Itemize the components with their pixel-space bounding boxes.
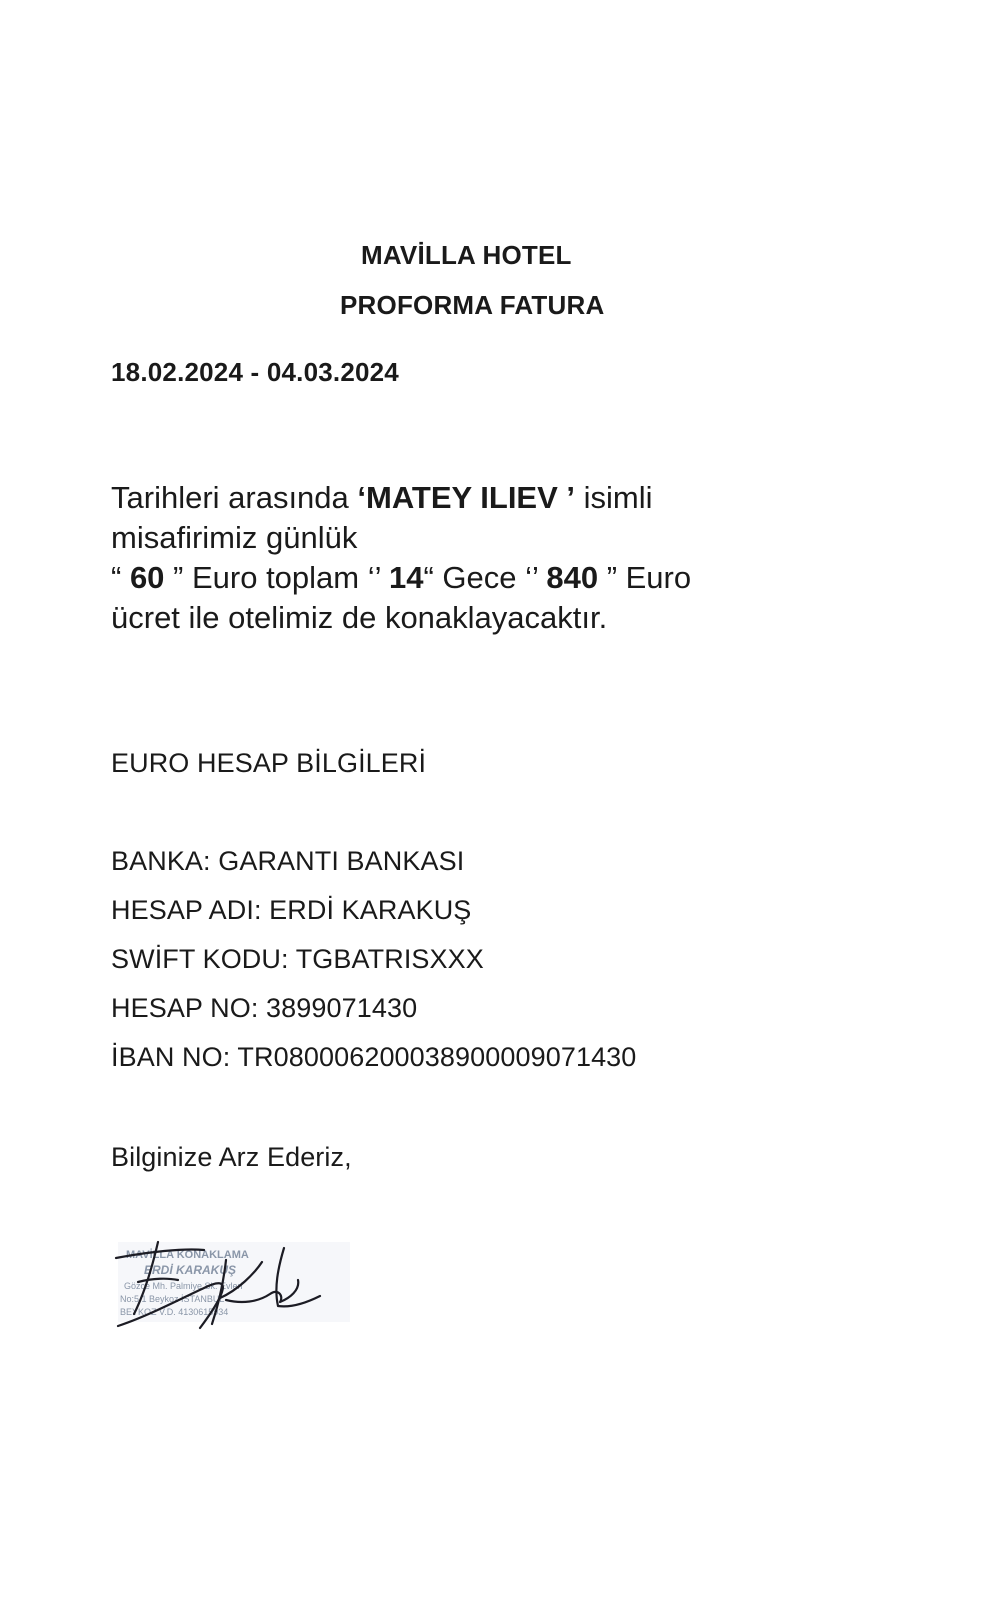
line1-suffix: isimli	[575, 480, 653, 515]
body-line-4: ücret ile otelimiz de konaklayacaktır.	[111, 600, 608, 635]
stamp-line-5: BEYKOZ V.D. 4130615934	[120, 1307, 229, 1317]
total-amount: 840	[546, 560, 599, 595]
line1-prefix: Tarihleri arasında	[111, 480, 358, 515]
euro-toplam-text: ” Euro toplam ‘’	[164, 560, 389, 595]
euro-text: ” Euro	[598, 560, 692, 595]
hotel-name: MAVİLLA HOTEL	[361, 240, 572, 270]
stamp-line-3: Gözce Mh. Palmiye Sk. Evleri	[124, 1281, 243, 1291]
gece-text: “ Gece ‘’	[423, 560, 547, 595]
bank-name: BANKA: GARANTI BANKASI	[111, 846, 465, 876]
nights-count: 14	[388, 560, 424, 595]
body-line-3	[111, 558, 691, 598]
account-number: HESAP NO: 3899071430	[111, 993, 418, 1023]
daily-rate: 60	[129, 560, 165, 595]
guest-name: ‘MATEY ILIEV ’	[357, 480, 576, 515]
bank-section-title: EURO HESAP BİLGİLERİ	[111, 748, 427, 778]
account-name: HESAP ADI: ERDİ KARAKUŞ	[111, 895, 472, 925]
swift-code: SWİFT KODU: TGBATRISXXX	[111, 944, 484, 974]
body-line-2: misafirimiz günlük	[111, 520, 358, 555]
stamp-line-1: MAVİLLA KONAKLAMA	[126, 1249, 249, 1261]
document-title: PROFORMA FATURA	[340, 290, 605, 320]
signature-stamp	[108, 1238, 358, 1338]
stamp-line-2: ERDİ KARAKUŞ	[144, 1263, 237, 1277]
body-line-1	[111, 478, 653, 518]
stamp-line-4: No:5/1 Beykoz İSTANBUL	[120, 1294, 225, 1304]
closing-text: Bilginize Arz Ederiz,	[111, 1142, 352, 1172]
quote-open: “	[111, 560, 130, 595]
iban-number: İBAN NO: TR080006200038900009071430	[111, 1042, 637, 1072]
date-range: 18.02.2024 - 04.03.2024	[111, 357, 399, 387]
